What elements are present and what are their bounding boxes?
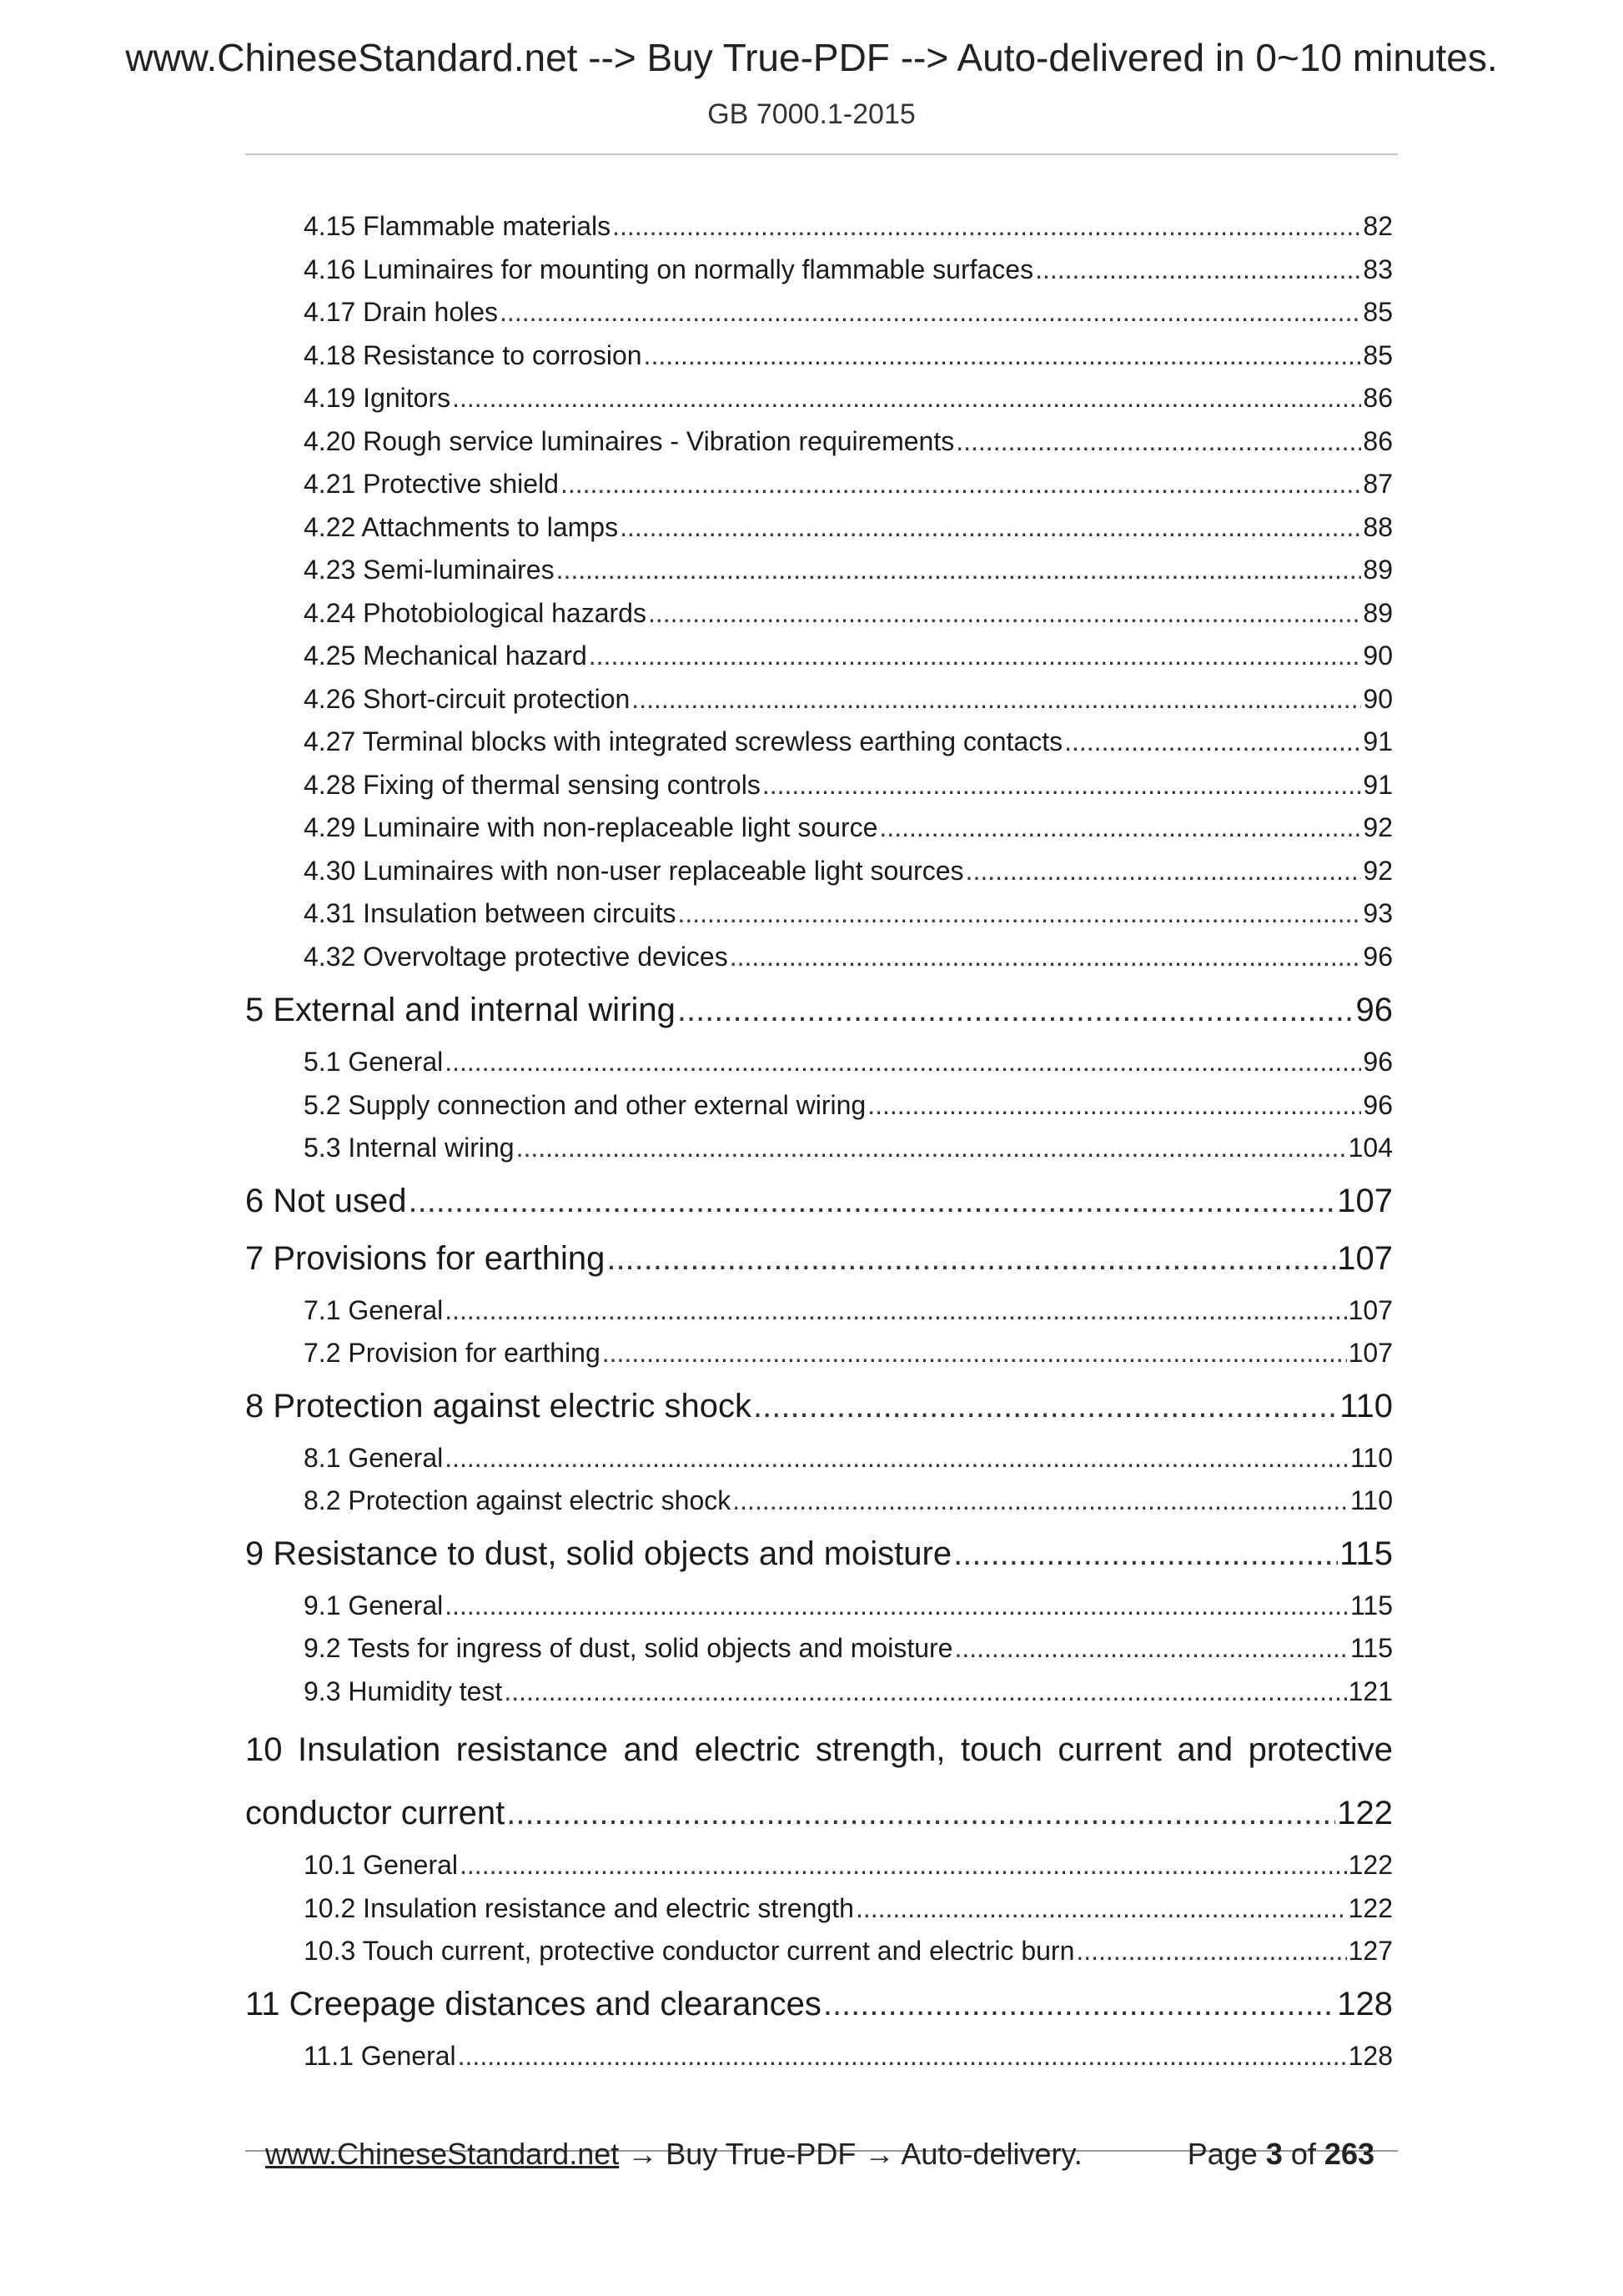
toc-chapter-5[interactable]: 5 External and internal wiring ..... 96 <box>245 983 1393 1037</box>
toc-entry-4-17[interactable]: 4.17 Drain holes ..... 85 <box>245 291 1393 334</box>
toc-entry-4-19[interactable]: 4.19 Ignitors ..... 86 <box>245 377 1393 420</box>
toc-entry-4-32[interactable]: 4.32 Overvoltage protective devices ..... 96 <box>245 936 1393 979</box>
table-of-contents <box>245 205 1393 2077</box>
toc-entry-5-2[interactable]: 5.2 Supply connection and other external wiring ..... 96 <box>245 1084 1393 1128</box>
toc-chapter-10-line1[interactable]: 10 Insulation resistance and electric strength, touch current and protective <box>245 1731 1393 1768</box>
toc-entry-4-21[interactable]: 4.21 Protective shield ..... 87 <box>245 463 1393 506</box>
toc-entry-4-30[interactable]: 4.30 Luminaires with non-user replaceable light sources ..... 92 <box>245 850 1393 893</box>
toc-entry-8-2[interactable]: 8.2 Protection against electric shock ..... 110 <box>245 1480 1393 1523</box>
toc-entry-4-16[interactable]: 4.16 Luminaires for mounting on normally flammable surfaces ..... 83 <box>245 249 1393 292</box>
current-page: 3 <box>1265 2137 1283 2171</box>
toc-entry-9-3[interactable]: 9.3 Humidity test ..... 121 <box>245 1671 1393 1714</box>
footer-site-link[interactable]: www.ChineseStandard.net <box>265 2137 620 2171</box>
toc-chapter-6[interactable]: 6 Not used ..... 107 <box>245 1174 1393 1228</box>
footer-auto-text: Auto-delivery. <box>901 2137 1083 2171</box>
header-divider <box>245 153 1398 155</box>
toc-entry-4-25[interactable]: 4.25 Mechanical hazard ..... 90 <box>245 635 1393 678</box>
toc-entry-5-3[interactable]: 5.3 Internal wiring ..... 104 <box>245 1127 1393 1170</box>
total-pages: 263 <box>1324 2137 1374 2171</box>
toc-entry-4-20[interactable]: 4.20 Rough service luminaires - Vibration requirements ..... 86 <box>245 420 1393 464</box>
toc-entry-7-2[interactable]: 7.2 Provision for earthing ..... 107 <box>245 1332 1393 1375</box>
toc-entry-9-2[interactable]: 9.2 Tests for ingress of dust, solid objects and moisture ..... 115 <box>245 1627 1393 1671</box>
toc-entry-4-22[interactable]: 4.22 Attachments to lamps ..... 88 <box>245 506 1393 550</box>
toc-entry-4-29[interactable]: 4.29 Luminaire with non-replaceable light source ..... 92 <box>245 806 1393 850</box>
toc-entry-8-1[interactable]: 8.1 General ..... 110 <box>245 1437 1393 1480</box>
toc-chapter-7[interactable]: 7 Provisions for earthing ..... 107 <box>245 1232 1393 1285</box>
toc-entry-10-2[interactable]: 10.2 Insulation resistance and electric strength ..... 122 <box>245 1887 1393 1931</box>
toc-entry-10-3[interactable]: 10.3 Touch current, protective conductor current and electric burn ..... 127 <box>245 1930 1393 1973</box>
toc-entry-4-23[interactable]: 4.23 Semi-luminaires ..... 89 <box>245 549 1393 592</box>
toc-chapter-11[interactable]: 11 Creepage distances and clearances ..... 128 <box>245 1977 1393 2031</box>
document-code: GB 7000.1-2015 <box>707 98 916 130</box>
toc-entry-4-18[interactable]: 4.18 Resistance to corrosion ..... 85 <box>245 334 1393 378</box>
toc-entry-10-1[interactable]: 10.1 General ..... 122 <box>245 1844 1393 1887</box>
banner-text: www.ChineseStandard.net --> Buy True-PDF --> Auto-delivered in 0~10 minutes. <box>125 36 1498 79</box>
toc-entry-5-1[interactable]: 5.1 General ..... 96 <box>245 1041 1393 1084</box>
page-number: Page 3 of 263 <box>1187 2137 1374 2171</box>
page-footer <box>265 2133 1374 2175</box>
toc-entry-7-1[interactable]: 7.1 General ..... 107 <box>245 1289 1393 1333</box>
toc-chapter-10[interactable]: conductor current ..... 122 <box>245 1786 1393 1840</box>
toc-chapter-8[interactable]: 8 Protection against electric shock ..... 110 <box>245 1379 1393 1433</box>
toc-entry-9-1[interactable]: 9.1 General ..... 115 <box>245 1585 1393 1628</box>
arrow-right-icon: → <box>864 2137 895 2171</box>
toc-entry-4-24[interactable]: 4.24 Photobiological hazards ..... 89 <box>245 592 1393 636</box>
toc-entry-4-27[interactable]: 4.27 Terminal blocks with integrated screwless earthing contacts ..... 91 <box>245 721 1393 764</box>
toc-entry-4-31[interactable]: 4.31 Insulation between circuits ..... 93 <box>245 892 1393 936</box>
toc-chapter-9[interactable]: 9 Resistance to dust, solid objects and moisture ..... 115 <box>245 1527 1393 1580</box>
toc-entry-4-28[interactable]: 4.28 Fixing of thermal sensing controls ..... 91 <box>245 764 1393 807</box>
toc-entry-4-26[interactable]: 4.26 Short-circuit protection ..... 90 <box>245 678 1393 721</box>
toc-entry-4-15[interactable]: 4.15 Flammable materials ..... 82 <box>245 205 1393 249</box>
footer-buy-text: Buy True-PDF <box>666 2137 857 2171</box>
arrow-right-icon: → <box>627 2137 658 2171</box>
toc-entry-11-1[interactable]: 11.1 General ..... 128 <box>245 2035 1393 2078</box>
